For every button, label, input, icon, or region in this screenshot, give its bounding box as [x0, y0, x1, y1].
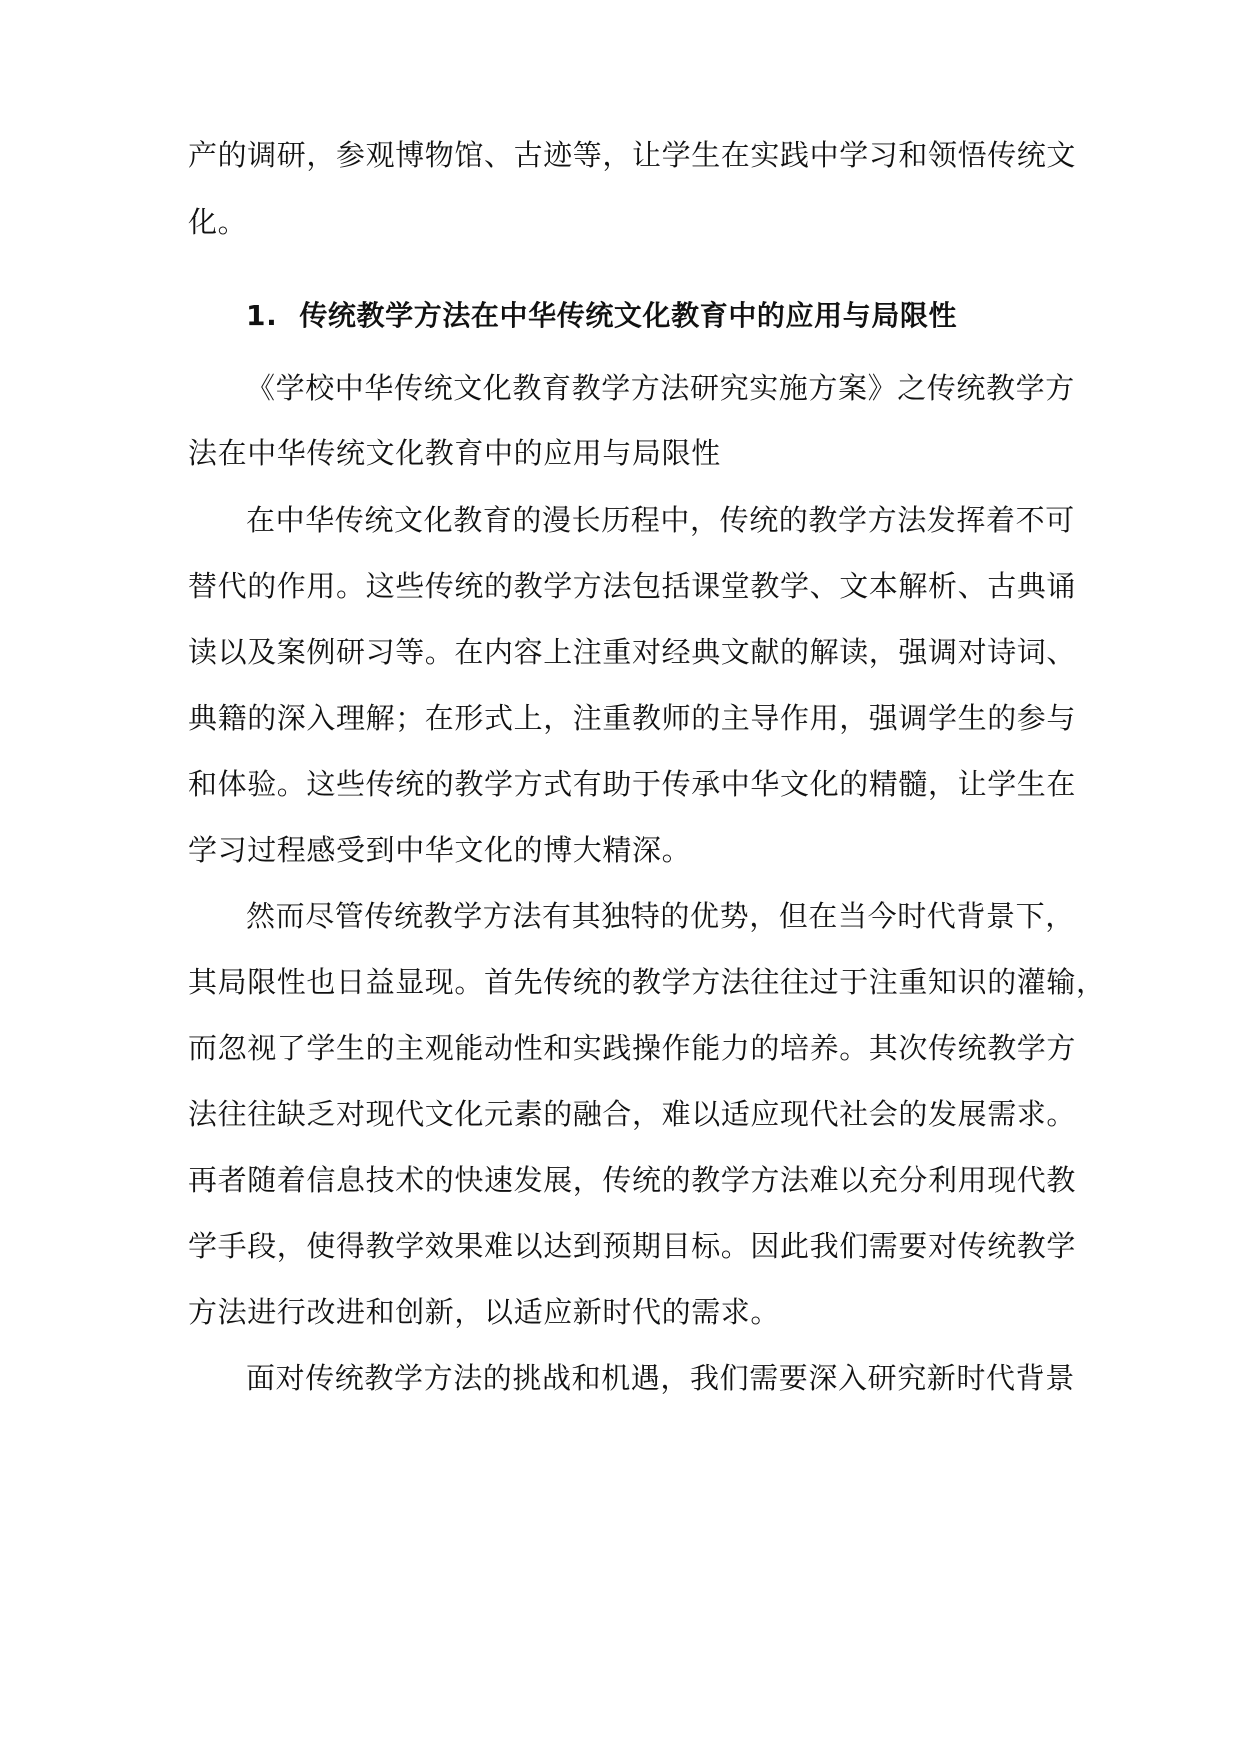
- paragraph-line: 在中华传统文化教育的漫长历程中，传统的教学方法发挥着不可: [246, 503, 1075, 537]
- paragraph-line: 其局限性也日益显现。首先传统的教学方法往往过于注重知识的灌输，: [188, 965, 1106, 999]
- paragraph-line: 学手段，使得教学效果难以达到预期目标。因此我们需要对传统教学: [188, 1229, 1077, 1263]
- paragraph-line: 替代的作用。这些传统的教学方法包括课堂教学、文本解析、古典诵: [188, 569, 1077, 603]
- paragraph-line: 方法进行改进和创新，以适应新时代的需求。: [188, 1295, 781, 1329]
- section-title: 传统教学方法在中华传统文化教育中的应用与局限性: [299, 299, 958, 332]
- section-number: 1.: [246, 299, 278, 332]
- paragraph-line: 学习过程感受到中华文化的博大精深。: [188, 833, 692, 867]
- paragraph-line: 产的调研，参观博物馆、古迹等，让学生在实践中学习和领悟传统文: [188, 138, 1077, 172]
- paragraph-line: 《学校中华传统文化教育教学方法研究实施方案》之传统教学方: [246, 371, 1075, 405]
- paragraph-line: 而忽视了学生的主观能动性和实践操作能力的培养。其次传统教学方: [188, 1031, 1077, 1065]
- paragraph-line: 和体验。这些传统的教学方式有助于传承中华文化的精髓，让学生在: [188, 767, 1077, 801]
- paragraph-line: 化。: [188, 205, 248, 239]
- paragraph-line: 面对传统教学方法的挑战和机遇，我们需要深入研究新时代背景: [246, 1361, 1075, 1395]
- paragraph-line: 法往往缺乏对现代文化元素的融合，难以适应现代社会的发展需求。: [188, 1097, 1077, 1131]
- paragraph-line: 再者随着信息技术的快速发展，传统的教学方法难以充分利用现代教: [188, 1163, 1077, 1197]
- paragraph-line: 典籍的深入理解；在形式上，注重教师的主导作用，强调学生的参与: [188, 701, 1077, 735]
- section-heading: [246, 298, 957, 334]
- paragraph-line: 读以及案例研习等。在内容上注重对经典文献的解读，强调对诗词、: [188, 635, 1077, 669]
- paragraph-line: 然而尽管传统教学方法有其独特的优势，但在当今时代背景下，: [246, 899, 1075, 933]
- paragraph-line: 法在中华传统文化教育中的应用与局限性: [188, 436, 721, 470]
